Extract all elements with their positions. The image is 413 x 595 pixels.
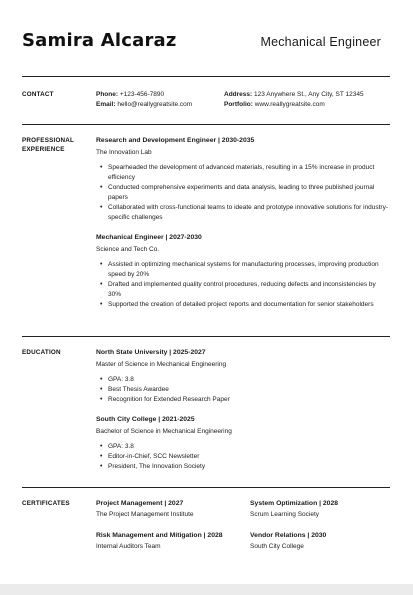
- education-section-label: EDUCATION: [22, 349, 61, 356]
- job-entry: [96, 233, 388, 310]
- experience-section-label: PROFESSIONAL EXPERIENCE: [22, 137, 74, 153]
- certificate-item: [96, 531, 250, 551]
- address-label: Address:: [224, 91, 253, 98]
- list-item: • Best Thesis Awardee: [108, 385, 388, 395]
- certificates-section-label: CERTIFICATES: [22, 500, 70, 507]
- candidate-name: Samira Alcaraz: [22, 30, 177, 51]
- portfolio-value[interactable]: www.reallygreatsite.com: [254, 101, 325, 108]
- education-section: [96, 348, 388, 472]
- contact-section: [96, 90, 388, 109]
- divider: [22, 487, 390, 488]
- certificate-issuer: South City College: [250, 543, 304, 550]
- job-role-title: Mechanical Engineer: [260, 35, 381, 49]
- certificate-item: [96, 499, 250, 519]
- school-title: South City College | 2021-2025: [96, 416, 195, 423]
- certificate-title: Project Management | 2027: [96, 500, 184, 507]
- degree: Master of Science in Mechanical Engineering: [96, 361, 227, 368]
- certificate-item: [250, 499, 388, 519]
- list-item: • President, The Innovation Society: [108, 462, 388, 472]
- contact-section-label: CONTACT: [22, 91, 54, 98]
- portfolio-line: [224, 100, 384, 109]
- list-item: • GPA: 3.8: [108, 375, 388, 385]
- list-item: • Editor-in-Chief, SCC Newsletter: [108, 452, 388, 462]
- certificate-title: Risk Management and Mitigation | 2028: [96, 532, 223, 539]
- job-org: The Innovation Lab: [96, 149, 152, 156]
- job-title: Mechanical Engineer | 2027-2030: [96, 234, 202, 241]
- portfolio-label: Portfolio:: [224, 101, 253, 108]
- certificate-issuer: Internal Auditors Team: [96, 543, 161, 550]
- phone-value: +123-456-7890: [119, 91, 165, 98]
- email-line: [96, 100, 224, 109]
- education-bullets: [96, 375, 388, 405]
- list-item: • Recognition for Extended Research Paper: [108, 395, 388, 405]
- education-entry: [96, 415, 388, 472]
- education-entry: [96, 348, 388, 405]
- list-item: • Drafted and implemented quality control procedures, reducing defects and inconsistencies by 30%: [108, 280, 388, 300]
- job-entry: [96, 136, 388, 223]
- address-line: [224, 90, 384, 99]
- certificate-issuer: The Project Management Institute: [96, 511, 194, 518]
- email-value[interactable]: hello@reallygreatsite.com: [117, 101, 193, 108]
- list-item: • Conducted comprehensive experiments and data analysis, leading to three published journal papers: [108, 183, 388, 203]
- divider: [22, 76, 390, 77]
- list-item: • GPA: 3.8: [108, 442, 388, 452]
- school-title: North State University | 2025-2027: [96, 349, 206, 356]
- email-label: Email:: [96, 101, 116, 108]
- job-title: Research and Development Engineer | 2030-2035: [96, 137, 255, 144]
- experience-section: [96, 136, 388, 310]
- address-value: 123 Anywhere St., Any City, ST 12345: [254, 91, 364, 98]
- phone-line: [96, 90, 224, 99]
- certificate-item: [250, 531, 388, 551]
- certificate-title: Vendor Relations | 2030: [250, 532, 327, 539]
- degree: Bachelor of Science in Mechanical Engineering: [96, 428, 232, 435]
- job-org: Science and Tech Co.: [96, 246, 160, 253]
- certificate-issuer: Scrum Learning Society: [250, 511, 320, 518]
- list-item: • Spearheaded the development of advanced materials, resulting in a 15% increase in product efficiency: [108, 163, 388, 183]
- job-bullets: [96, 260, 388, 310]
- certificates-section: [96, 499, 388, 551]
- list-item: • Supported the creation of detailed project reports and documentation for senior stakeholders: [108, 300, 388, 310]
- list-item: • Collaborated with cross-functional teams to ideate and prototype innovative solutions for industry-specific challenges: [108, 203, 388, 223]
- phone-label: Phone:: [96, 91, 119, 98]
- divider: [22, 124, 390, 125]
- certificate-title: System Optimization | 2028: [250, 500, 339, 507]
- education-bullets: [96, 442, 388, 472]
- divider: [22, 336, 390, 337]
- list-item: • Assisted in optimizing mechanical systems for manufacturing processes, improving production speed by 20%: [108, 260, 388, 280]
- job-bullets: [96, 163, 388, 223]
